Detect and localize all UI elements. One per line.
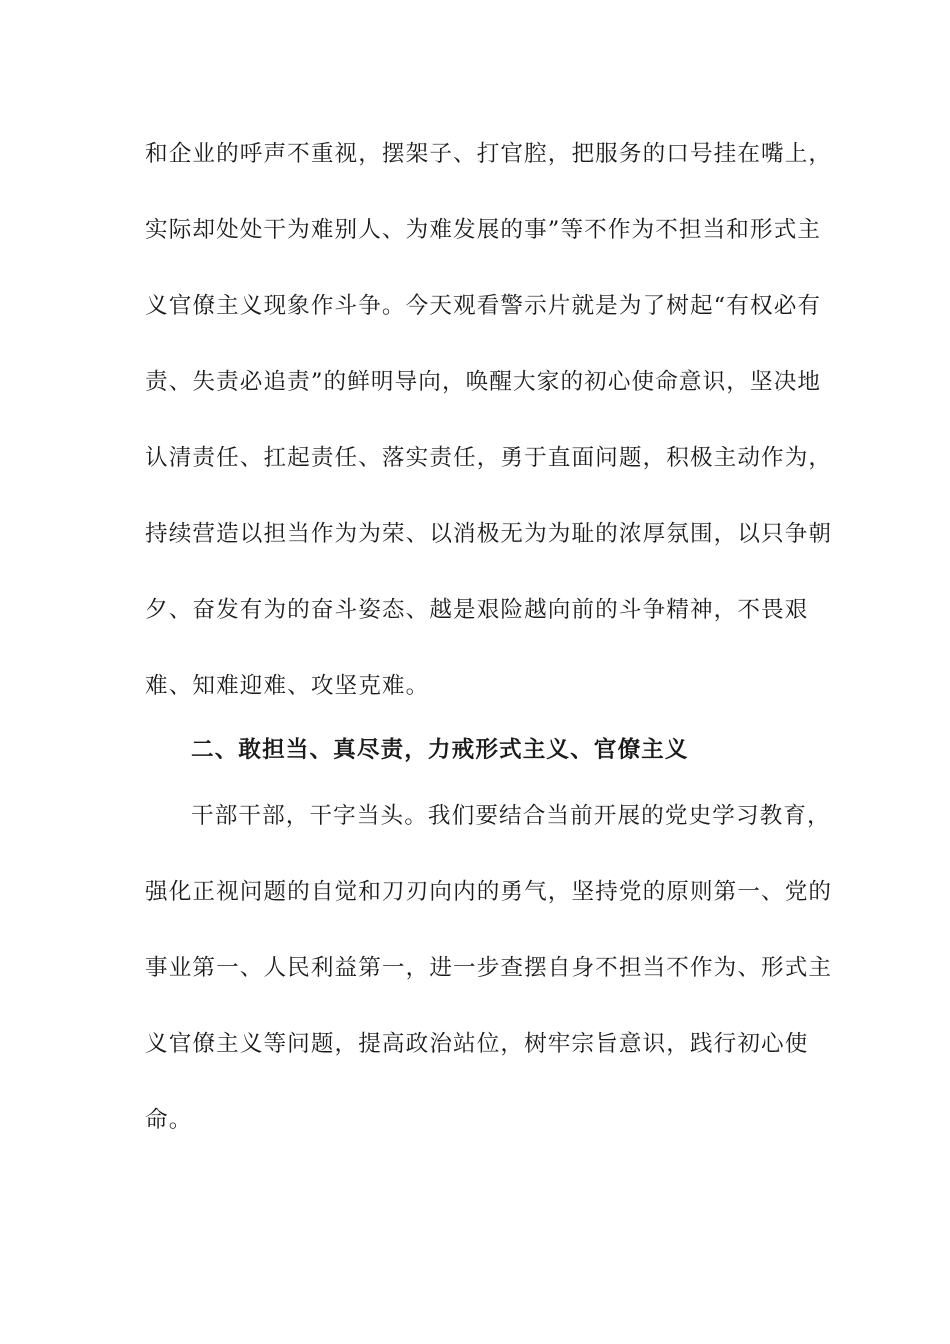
paragraph-1 [145, 128, 833, 736]
section-heading: 二、敢担当、真尽责，力戒形式主义、官僚主义 [191, 737, 689, 763]
text-line: 义官僚主义现象作斗争。今天观看警示片就是为了树起“有权必有 [145, 293, 822, 319]
text-line: 义官僚主义等问题，提高政治站位，树牢宗旨意识，践行初心使 [145, 1031, 809, 1057]
text-line: 夕、奋发有为的奋斗姿态、越是艰险越向前的斗争精神，不畏艰 [145, 597, 809, 623]
paragraph-2 [145, 790, 833, 1170]
text-line: 认清责任、扛起责任、落实责任，勇于直面问题，积极主动作为， [145, 445, 833, 471]
text-line: 强化正视问题的自觉和刀刃向内的勇气，坚持党的原则第一、党的 [145, 879, 833, 905]
text-line: 事业第一、人民利益第一，进一步查摆自身不担当不作为、形式主 [145, 955, 833, 981]
text-line: 实际却处处干为难别人、为难发展的事”等不作为不担当和形式主 [145, 217, 822, 243]
text-line: 命。 [145, 1107, 193, 1133]
text-line: 责、失责必追责”的鲜明导向，唤醒大家的初心使命意识，坚决地 [145, 369, 822, 395]
text-line: 难、知难迎难、攻坚克难。 [145, 673, 430, 699]
text-line: 持续营造以担当作为为荣、以消极无为为耻的浓厚氛围，以只争朝 [145, 521, 833, 547]
text-line: 和企业的呼声不重视，摆架子、打官腔，把服务的口号挂在嘴上， [145, 141, 833, 167]
document-body [145, 128, 833, 1170]
text-line: 干部干部，干字当头。我们要结合当前开展的党史学习教育， [191, 803, 831, 829]
